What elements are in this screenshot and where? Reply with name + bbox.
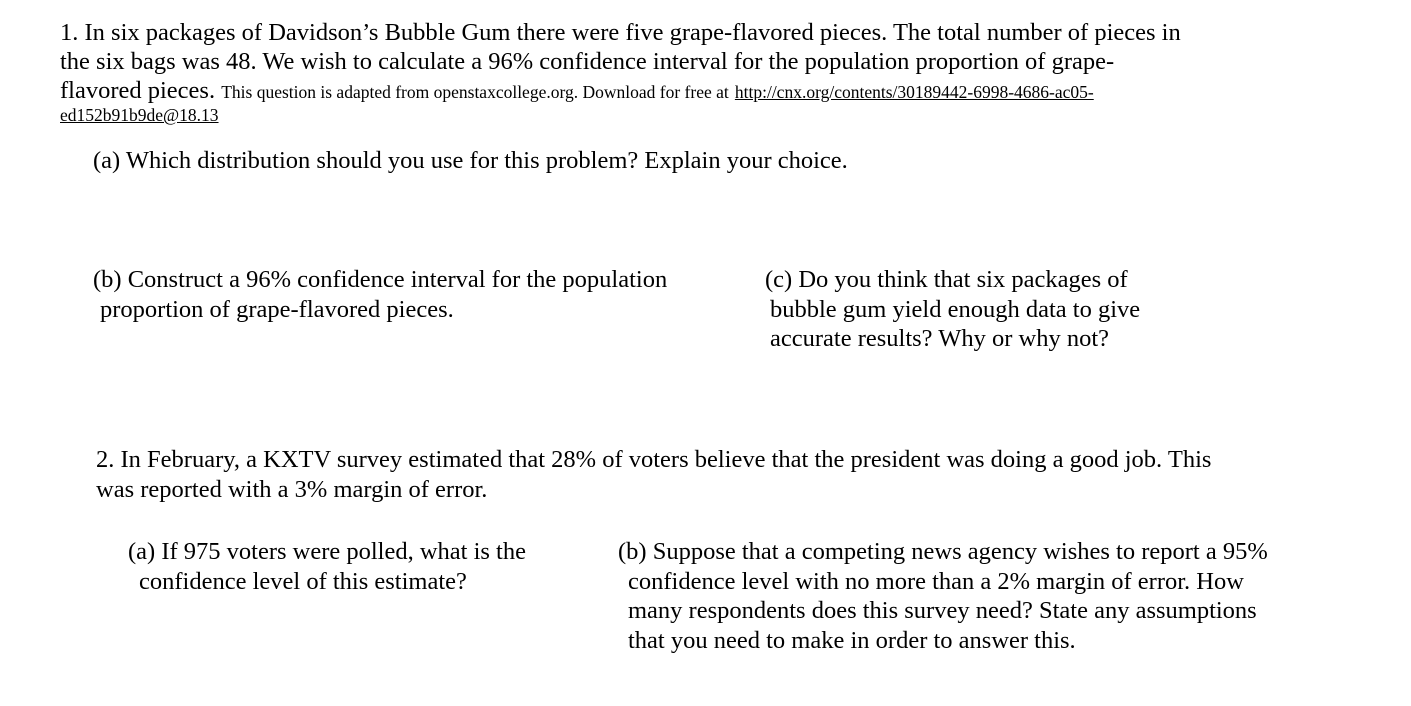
q1-part-a: (a) Which distribution should you use for this problem? Explain your choice.	[93, 147, 848, 174]
question-2	[96, 445, 1211, 504]
q1-text-line-3	[60, 76, 1181, 107]
q2-part-b-line-4: that you need to make in order to answer this.	[628, 626, 1076, 654]
q2-part-b-line-1: (b) Suppose that a competing news agency wishes to report a 95%	[618, 538, 1268, 565]
source-link-continuation[interactable]	[60, 105, 219, 126]
source-link[interactable]: http://cnx.org/contents/30189442-6998-4686-ac05-	[734, 82, 1094, 102]
q2-part-b-line-2: confidence level with no more than a 2% margin of error. How	[628, 567, 1244, 595]
q1-part-c-line-3: accurate results? Why or why not?	[770, 325, 1110, 352]
q2-part-b-line-3: many respondents does this survey need? State any assumptions	[628, 597, 1257, 624]
q1-part-b-line-1: (b) Construct a 96% confidence interval for the population	[93, 266, 668, 293]
q2-part-b	[618, 537, 1268, 655]
q1-part-c-line-1: (c) Do you think that six packages of	[765, 266, 1128, 293]
q1-part-c	[765, 265, 1140, 354]
q1-part-c-line-2: bubble gum yield enough data to give	[770, 295, 1141, 323]
source-note: This question is adapted from openstaxcollege.org. Download for free at	[221, 82, 729, 102]
q1-text-line-2: the six bags was 48. We wish to calculate a 96% confidence interval for the population proportion of grape-	[60, 48, 1115, 75]
q1-text-line-1: 1. In six packages of Davidson’s Bubble Gum there were five grape-flavored pieces. The total number of pieces in	[60, 19, 1181, 46]
q2-text-line-2: was reported with a 3% margin of error.	[96, 475, 488, 503]
question-1	[60, 18, 1181, 107]
q2-part-a	[128, 537, 526, 596]
q2-part-a-line-1: (a) If 975 voters were polled, what is the	[128, 538, 526, 565]
q1-part-b	[93, 265, 667, 324]
q1-text-line-3-main: flavored pieces.	[60, 77, 216, 104]
q1-part-b-line-2: proportion of grape-flavored pieces.	[100, 295, 454, 323]
q2-text-line-1: 2. In February, a KXTV survey estimated that 28% of voters believe that the president was doing a good job. This	[96, 446, 1212, 473]
q2-part-a-line-2: confidence level of this estimate?	[139, 567, 467, 595]
source-link-part-2[interactable]: ed152b91b9de@18.13	[60, 105, 219, 125]
